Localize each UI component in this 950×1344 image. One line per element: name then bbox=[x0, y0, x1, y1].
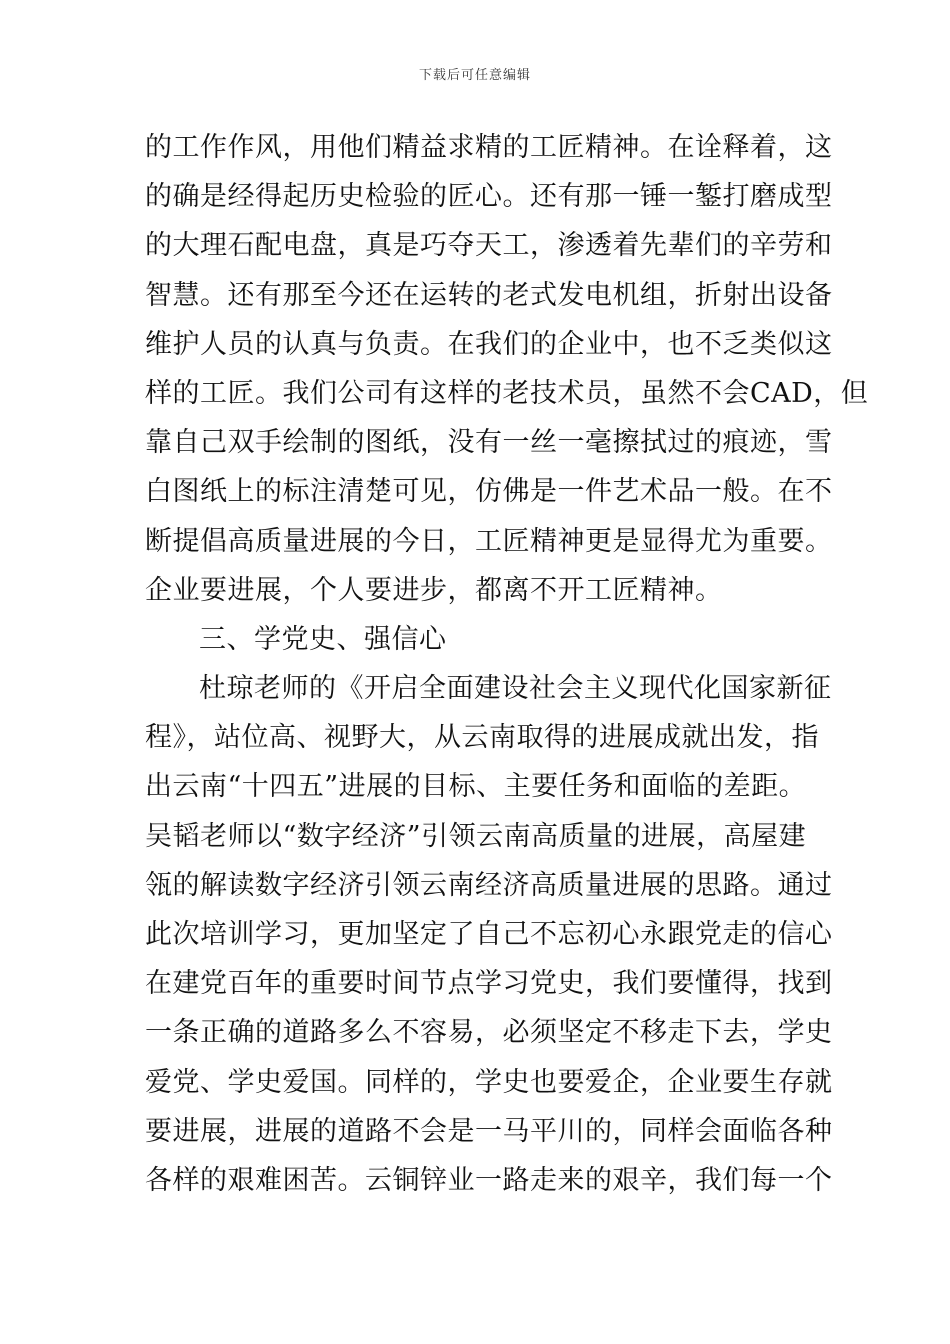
text-line: 断提倡高质量进展的今日，工匠精神更是显得尤为重要。 bbox=[145, 525, 833, 557]
text-line: 在建党百年的重要时间节点学习党史，我们要懂得，找到 bbox=[145, 968, 833, 1000]
text-line: 要进展，进展的道路不会是一马平川的，同样会面临各种 bbox=[145, 1115, 833, 1147]
text-line: 的确是经得起历史检验的匠心。还有那一锤一錾打磨成型 bbox=[145, 181, 833, 213]
text-line: 各样的艰难困苦。云铜锌业一路走来的艰辛，我们每一个 bbox=[145, 1164, 833, 1196]
text-line: 程》，站位高、视野大，从云南取得的进展成就出发，指 bbox=[145, 722, 819, 754]
text-line: 智慧。还有那至今还在运转的老式发电机组，折射出设备 bbox=[145, 279, 833, 311]
document-body bbox=[145, 123, 869, 1205]
text-line: 维护人员的认真与负责。在我们的企业中，也不乏类似这 bbox=[145, 328, 833, 360]
text-line: 的大理石配电盘，真是巧夺天工，渗透着先辈们的辛劳和 bbox=[145, 230, 833, 262]
text-line: 此次培训学习，更加坚定了自己不忘初心永跟党走的信心 bbox=[145, 919, 833, 950]
text-line: 出云南“十四五”进展的目标、主要任务和面临的差距。 bbox=[145, 771, 807, 803]
text-line: 白图纸上的标注清楚可见，仿佛是一件艺术品一般。在不 bbox=[145, 476, 833, 508]
text-line: 企业要进展，个人要进步，都离不开工匠精神。 bbox=[145, 574, 723, 606]
text-line: 瓴的解读数字经济引领云南经济高质量进展的思路。通过 bbox=[145, 869, 833, 901]
text-line: 吴韬老师以“数字经济”引领云南高质量的进展，高屋建 bbox=[145, 820, 807, 852]
text-line: 爱党、学史爱国。同样的，学史也要爱企，企业要生存就 bbox=[145, 1066, 833, 1098]
text-line: 样的工匠。我们公司有这样的老技术员，虽然不会CAD，但 bbox=[145, 377, 869, 409]
text-line: 一条正确的道路多么不容易，必须坚定不移走下去，学史 bbox=[145, 1017, 833, 1049]
page-header-note: 下载后可任意编辑 bbox=[418, 68, 531, 83]
section-heading: 三、学党史、强信心 bbox=[199, 623, 447, 655]
text-line: 靠自己双手绘制的图纸，没有一丝一毫擦拭过的痕迹，雪 bbox=[145, 427, 833, 459]
text-line: 杜琼老师的《开启全面建设社会主义现代化国家新征 bbox=[199, 673, 832, 705]
text-line: 的工作作风，用他们精益求精的工匠精神。在诠释着，这 bbox=[145, 132, 833, 163]
